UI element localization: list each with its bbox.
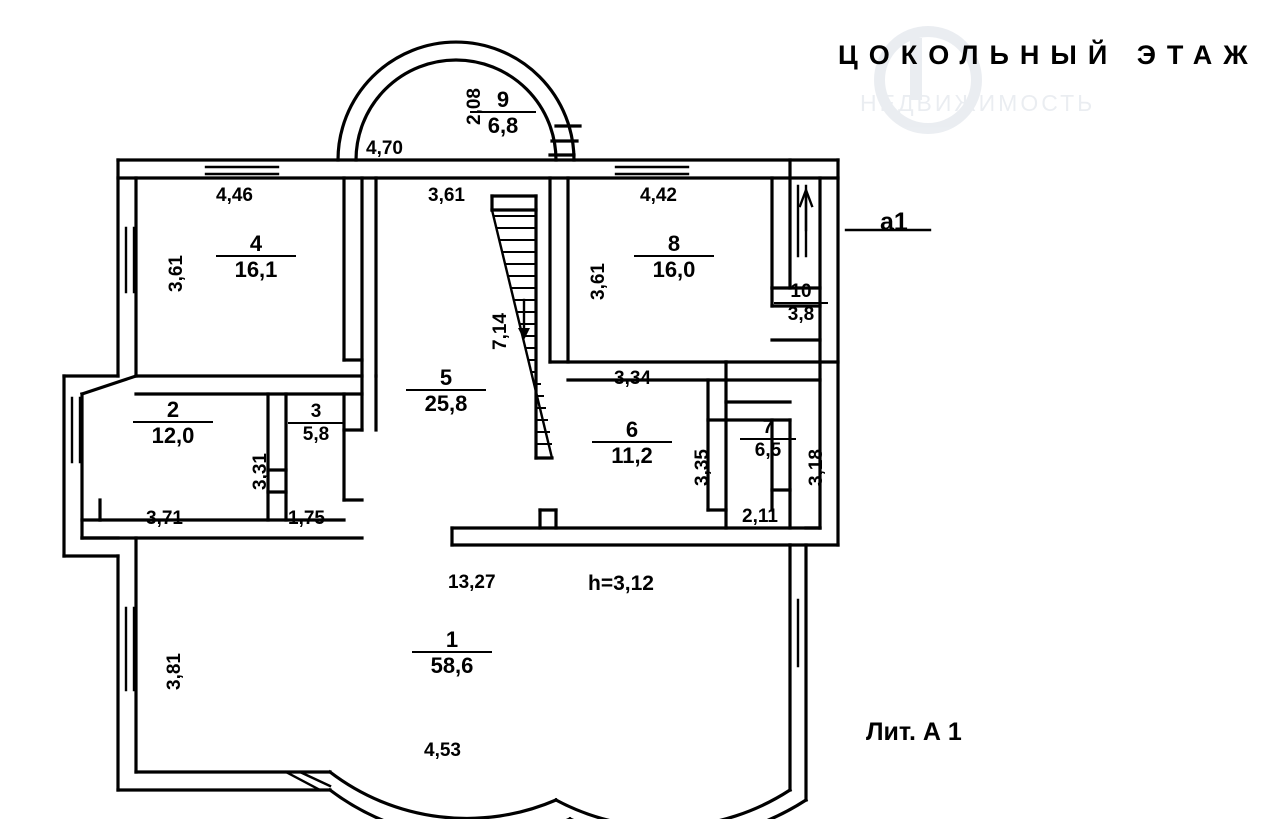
dimension-2-08: 2,08 xyxy=(464,88,485,125)
room-number: 3 xyxy=(310,401,322,422)
dimension-4-53: 4,53 xyxy=(424,740,461,761)
dimension-4-70: 4,70 xyxy=(366,138,403,159)
dimension-2-11: 2,11 xyxy=(742,506,778,527)
room-number: 9 xyxy=(496,87,510,112)
room-number: 4 xyxy=(249,231,263,256)
room-area: 58,6 xyxy=(412,651,492,677)
room-number: 7 xyxy=(762,417,774,438)
room-stamp-8 xyxy=(634,232,714,281)
room-area: 5,8 xyxy=(288,422,344,445)
page-title: ЦОКОЛЬНЫЙ ЭТАЖ xyxy=(838,40,1259,70)
dimension-3-71: 3,71 xyxy=(146,508,183,529)
room-stamp-3 xyxy=(288,402,344,445)
room-stamp-5 xyxy=(406,366,486,415)
ceiling-height-label: h=3,12 xyxy=(588,572,654,595)
dimension-3-81: 3,81 xyxy=(164,653,185,690)
dimension-3-31: 3,31 xyxy=(250,453,271,490)
room-area: 12,0 xyxy=(133,421,213,447)
room-stamp-4 xyxy=(216,232,296,281)
room-area: 6,5 xyxy=(740,438,796,461)
dimension-3-34: 3,34 xyxy=(614,368,651,389)
room-stamp-2 xyxy=(133,398,213,447)
dimension-3-18: 3,18 xyxy=(806,449,827,486)
room-number: 1 xyxy=(445,627,459,652)
dimension-7-14: 7,14 xyxy=(490,313,511,350)
dimension-4-46: 4,46 xyxy=(216,185,253,206)
dimension-3-61-left: 3,61 xyxy=(166,255,187,292)
room-stamp-7 xyxy=(740,418,796,461)
room-number: 5 xyxy=(439,365,453,390)
dimension-3-61-mid: 3,61 xyxy=(428,185,465,206)
annotation-a1: а1 xyxy=(880,208,908,236)
room-number: 6 xyxy=(625,417,639,442)
dimension-1-75: 1,75 xyxy=(288,508,325,529)
dimension-13-27: 13,27 xyxy=(448,572,496,593)
room-area: 6,8 xyxy=(470,111,536,137)
dimension-3-61-right: 3,61 xyxy=(588,263,609,300)
room-stamp-1 xyxy=(412,628,492,677)
dimension-4-42: 4,42 xyxy=(640,185,677,206)
room-number: 2 xyxy=(166,397,180,422)
room-stamp-6 xyxy=(592,418,672,467)
room-area: 16,0 xyxy=(634,255,714,281)
room-area: 11,2 xyxy=(592,441,672,467)
room-area: 3,8 xyxy=(774,302,828,325)
room-area: 16,1 xyxy=(216,255,296,281)
room-stamp-10 xyxy=(774,282,828,325)
dimension-3-35: 3,35 xyxy=(692,449,713,486)
room-area: 25,8 xyxy=(406,389,486,415)
room-number: 10 xyxy=(790,281,812,302)
room-number: 8 xyxy=(667,231,681,256)
lit-label: Лит. А 1 xyxy=(866,718,962,746)
watermark-text: НЕДВИЖИМОСТЬ xyxy=(860,90,1096,116)
